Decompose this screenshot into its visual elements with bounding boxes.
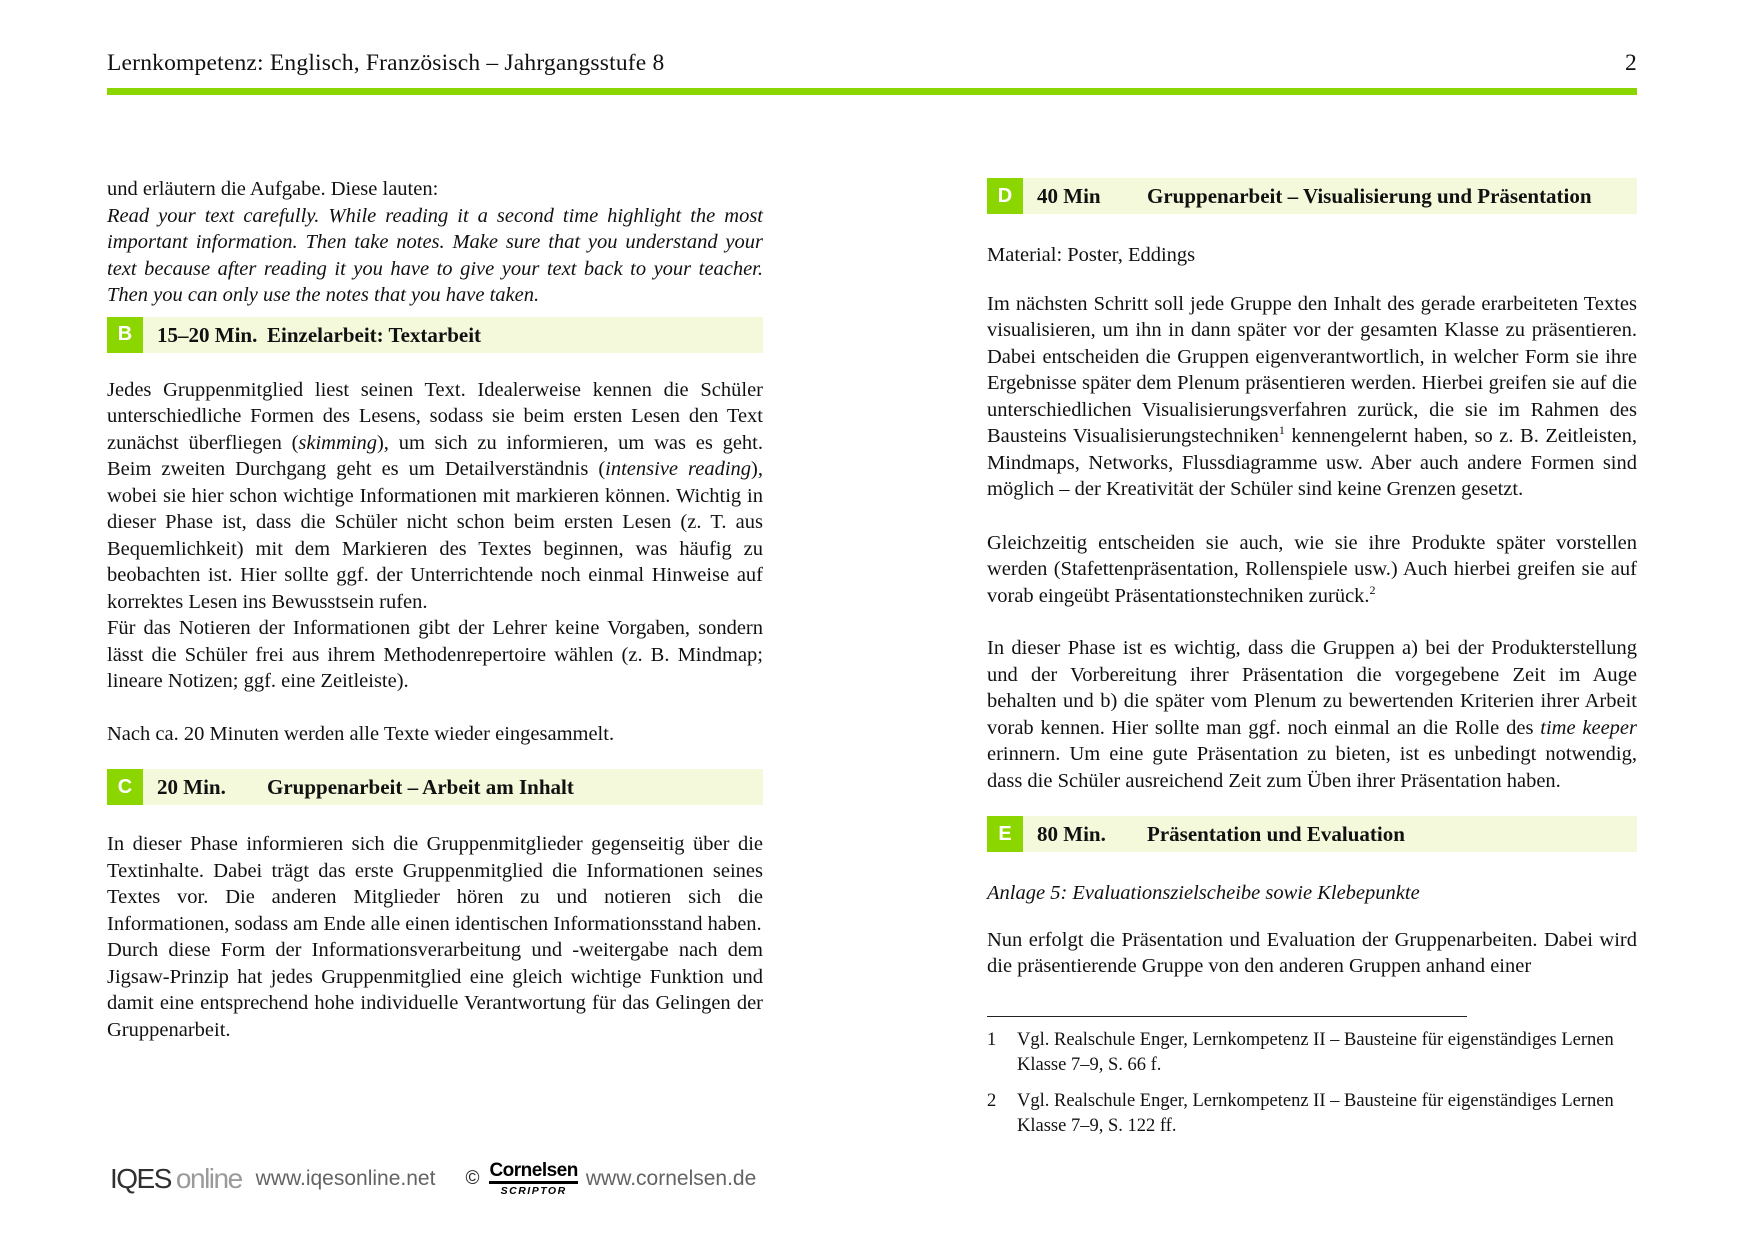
paragraph-produkte: Gleichzeitig entscheiden sie auch, wie sie ihre Produkte später vorstellen werden (Stafettenpräsentation, Rollenspiele usw.) Auch hierbei greifen sie auf vorab eingeübt Präsentationstechniken zurück.$^2$ [987,531,1637,607]
section-badge-b: B [107,317,143,353]
paragraph-visualisierung: Im nächsten Schritt soll jede Gruppe den Inhalt des gerade erarbeiteten Textes visualisieren, um ihn in dann später vor der gesamten Klasse zu präsentieren. Dabei entscheiden die Gruppen eigenverantwortlich, in welcher Form sie ihre Ergebnisse später dem Plenum präsentieren werden. Hierbei greifen sie auf die unterschiedlichen Visualisierungsverfahren zurück, die sie im Rahmen des Bausteins Visualisierungstechniken$^1$ kennengelernt haben, so z. B. Zeitleisten, Mindmaps, Networks, Flussdiagramme usw. Aber auch andere Formen sind möglich – der Kreativität der Schüler sind keine Grenzen gesetzt. [987,292,1637,500]
footnote-2 [987,1089,1637,1139]
paragraph-einsammeln: Nach ca. 20 Minuten werden alle Texte wieder eingesammelt. [107,722,615,745]
anlage-line: Anlage 5: Evaluationszielscheibe sowie Klebepunkte [987,882,1420,904]
footnote-1-text: Vgl. Realschule Enger, Lernkompetenz II – Bausteine für eigenständiges Lernen Klasse 7–9, S. 66 f. [1017,1030,1614,1075]
section-c-title: Gruppenarbeit – Arbeit am Inhalt [267,775,574,799]
section-badge-d: D [987,178,1023,214]
intro-paragraph: und erläutern die Aufgabe. Diese lauten: Read your text carefully. While reading it a second time highlight the most important information. Then take notes. Make sure that you understand your text because after reading it you have to give your text back to your teacher. Then you can only use the notes that you have taken. [107,178,763,306]
footnote-2-number: 2 [987,1091,997,1111]
iqes-logo-online-text: online [175,1163,242,1194]
section-b-title: Einzelarbeit: Textarbeit [267,322,482,347]
section-badge-e: E [987,816,1023,852]
section-header-d [987,178,1637,214]
footnote-2-text: Vgl. Realschule Enger, Lernkompetenz II – Bausteine für eigenständiges Lernen Klasse 7–9, S. 122 ff. [1017,1091,1614,1136]
page-footer [110,1156,756,1202]
footnote-1-number: 1 [987,1030,997,1050]
page-number: 2 [1625,50,1637,76]
iqes-logo-text: IQES [110,1163,171,1194]
material-line: Material: Poster, Eddings [987,244,1196,266]
cornelsen-logo-text: Cornelsen [489,1161,577,1184]
section-d-duration: 40 Min [1037,184,1101,208]
paragraph-evaluation: Nun erfolgt die Präsentation und Evaluation der Gruppenarbeiten. Dabei wird die präsentierende Gruppe von den anderen Gruppen anhand einer [987,928,1637,977]
section-e-title: Präsentation und Evaluation [1147,822,1405,846]
paragraph-textarbeit: Jedes Gruppenmitglied liest seinen Text. Idealerweise kennen die Schüler unterschiedliche Formen des Lesens, sodass sie beim ersten Lesen den Text zunächst überfliegen (skimming), um sich zu informieren, um was es geht. Beim zweiten Durchgang geht es um Detailverständnis (intensive reading), wobei sie hier schon wichtige Informationen mit markieren können. Wichtig in dieser Phase ist, dass die Schüler nicht schon beim ersten Lesen (z. T. aus Bequemlichkeit) mit dem Markieren des Textes beginnen, was häufig zu beobachten ist. Hier sollte ggf. der Unterrichtende noch einmal Hinweise auf korrektes Lesen ins Bewusstsein rufen. Für das Notieren der Informationen gibt der Lehrer keine Vorgaben, sondern lässt die Schüler frei aus ihrem Methodenrepertoire wählen (z. B. Mindmap; lineare Notizen; ggf. eine Zeitleiste). [107,378,764,692]
right-column [987,0,1637,1139]
section-header-e [987,816,1637,852]
footnote-rule [987,1016,1467,1018]
copyright-symbol: © [465,1168,480,1189]
cornelsen-logo [489,1161,577,1197]
iqes-logo [110,1163,242,1195]
paragraph-zeitmanagement: In dieser Phase ist es wichtig, dass die Gruppen a) bei der Produkterstellung und der Vorbereitung ihrer Präsentation die vorgegebene Zeit im Auge behalten und b) die später vom Plenum zu bewertenden Kriterien ihrer Arbeit vorab kennen. Hier sollte man ggf. noch einmal an die Rolle des time keeper erinnern. Um eine gute Präsentation zu bieten, ist es unbedingt notwendig, dass die Schüler ausreichend Zeit zum Üben ihrer Präsentation haben. [987,637,1637,792]
section-d-title: Gruppenarbeit – Visualisierung und Präsentation [1147,184,1592,208]
footnote-1 [987,1028,1637,1078]
left-column [107,0,763,1043]
paragraph-arbeit-am-inhalt: In dieser Phase informieren sich die Gruppenmitglieder gegenseitig über die Textinhalte. Dabei trägt das erste Gruppenmitglied die Informationen seines Textes vor. Die anderen Mitglieder hören zu und notieren sich die Informationen, sodass am Ende alle einen identischen Informationsstand haben. Durch diese Form der Informationsverarbeitung und -weitergabe nach dem Jigsaw-Prinzip hat jedes Gruppenmitglied eine gleich wichtige Funktion und damit eine entsprechend hohe individuelle Verantwortung für das Gelingen der Gruppenarbeit. [107,833,763,1041]
section-header-c [107,769,763,805]
section-c-duration: 20 Min. [157,775,226,799]
iqes-url: www.iqesonline.net [255,1167,436,1190]
section-b-duration: 15–20 Min. [157,322,258,347]
section-badge-c: C [107,769,143,805]
cornelsen-scriptor-text: SCRIPTOR [500,1184,567,1197]
footnotes [987,1016,1637,1140]
section-header-b [107,317,763,353]
section-e-duration: 80 Min. [1037,822,1106,846]
page-title: Lernkompetenz: Englisch, Französisch – Jahrgangsstufe 8 [107,50,665,76]
cornelsen-url: www.cornelsen.de [585,1167,757,1190]
